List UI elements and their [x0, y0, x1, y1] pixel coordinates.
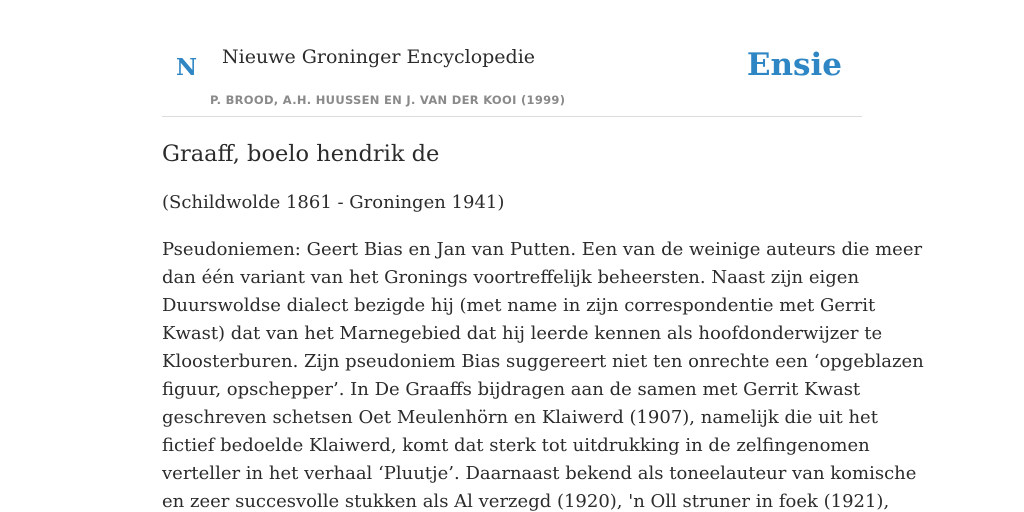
book-header [162, 0, 862, 117]
book-title[interactable]: Nieuwe Groninger Encyclopedie [222, 46, 536, 68]
body-line: Duurswoldse dialect bezigde hij (met name in zijn correspondentie met Gerrit [162, 295, 876, 316]
body-line: Pseudoniemen: Geert Bias en Jan van Putten. Een van de weinige auteurs die meer [162, 239, 923, 260]
body-line: figuur, opschepper’. In De Graaffs bijdragen aan de samen met Gerrit Kwast [162, 379, 861, 400]
ensie-logo[interactable]: Ensie [746, 47, 842, 83]
body-line: verteller in het verhaal ‘Pluutje’. Daarnaast bekend als toneelauteur van komische [162, 463, 917, 484]
article [162, 138, 924, 512]
book-authors: P. BROOD, A.H. HUUSSEN EN J. VAN DER KOOI (1999) [210, 93, 566, 107]
entry-body [162, 236, 924, 512]
body-line: geschreven schetsen Oet Meulenhörn en Klaiwerd (1907), namelijk die uit het [162, 407, 878, 428]
body-line: Kwast) dat van het Marnegebied dat hij leerde kennen als hoofdonderwijzer te [162, 323, 883, 344]
book-initial-icon[interactable]: N [176, 54, 198, 81]
body-line: en zeer succesvolle stukken als Al verzegd (1920), 'n Oll struner in foek (1921), [162, 491, 890, 512]
body-line: fictief bedoelde Klaiwerd, komt dat sterk tot uitdrukking in de zelfingenomen [162, 435, 870, 456]
body-line: dan één variant van het Gronings voortreffelijk beheersten. Naast zijn eigen [162, 267, 860, 288]
page-title: Graaff, boelo hendrik de [162, 141, 440, 167]
entry-subtitle: (Schildwolde 1861 - Groningen 1941) [162, 192, 505, 213]
body-line: Kloosterburen. Zijn pseudoniem Bias suggereert niet ten onrechte een ‘opgeblazen [162, 351, 924, 372]
entry-body-text [162, 236, 924, 512]
